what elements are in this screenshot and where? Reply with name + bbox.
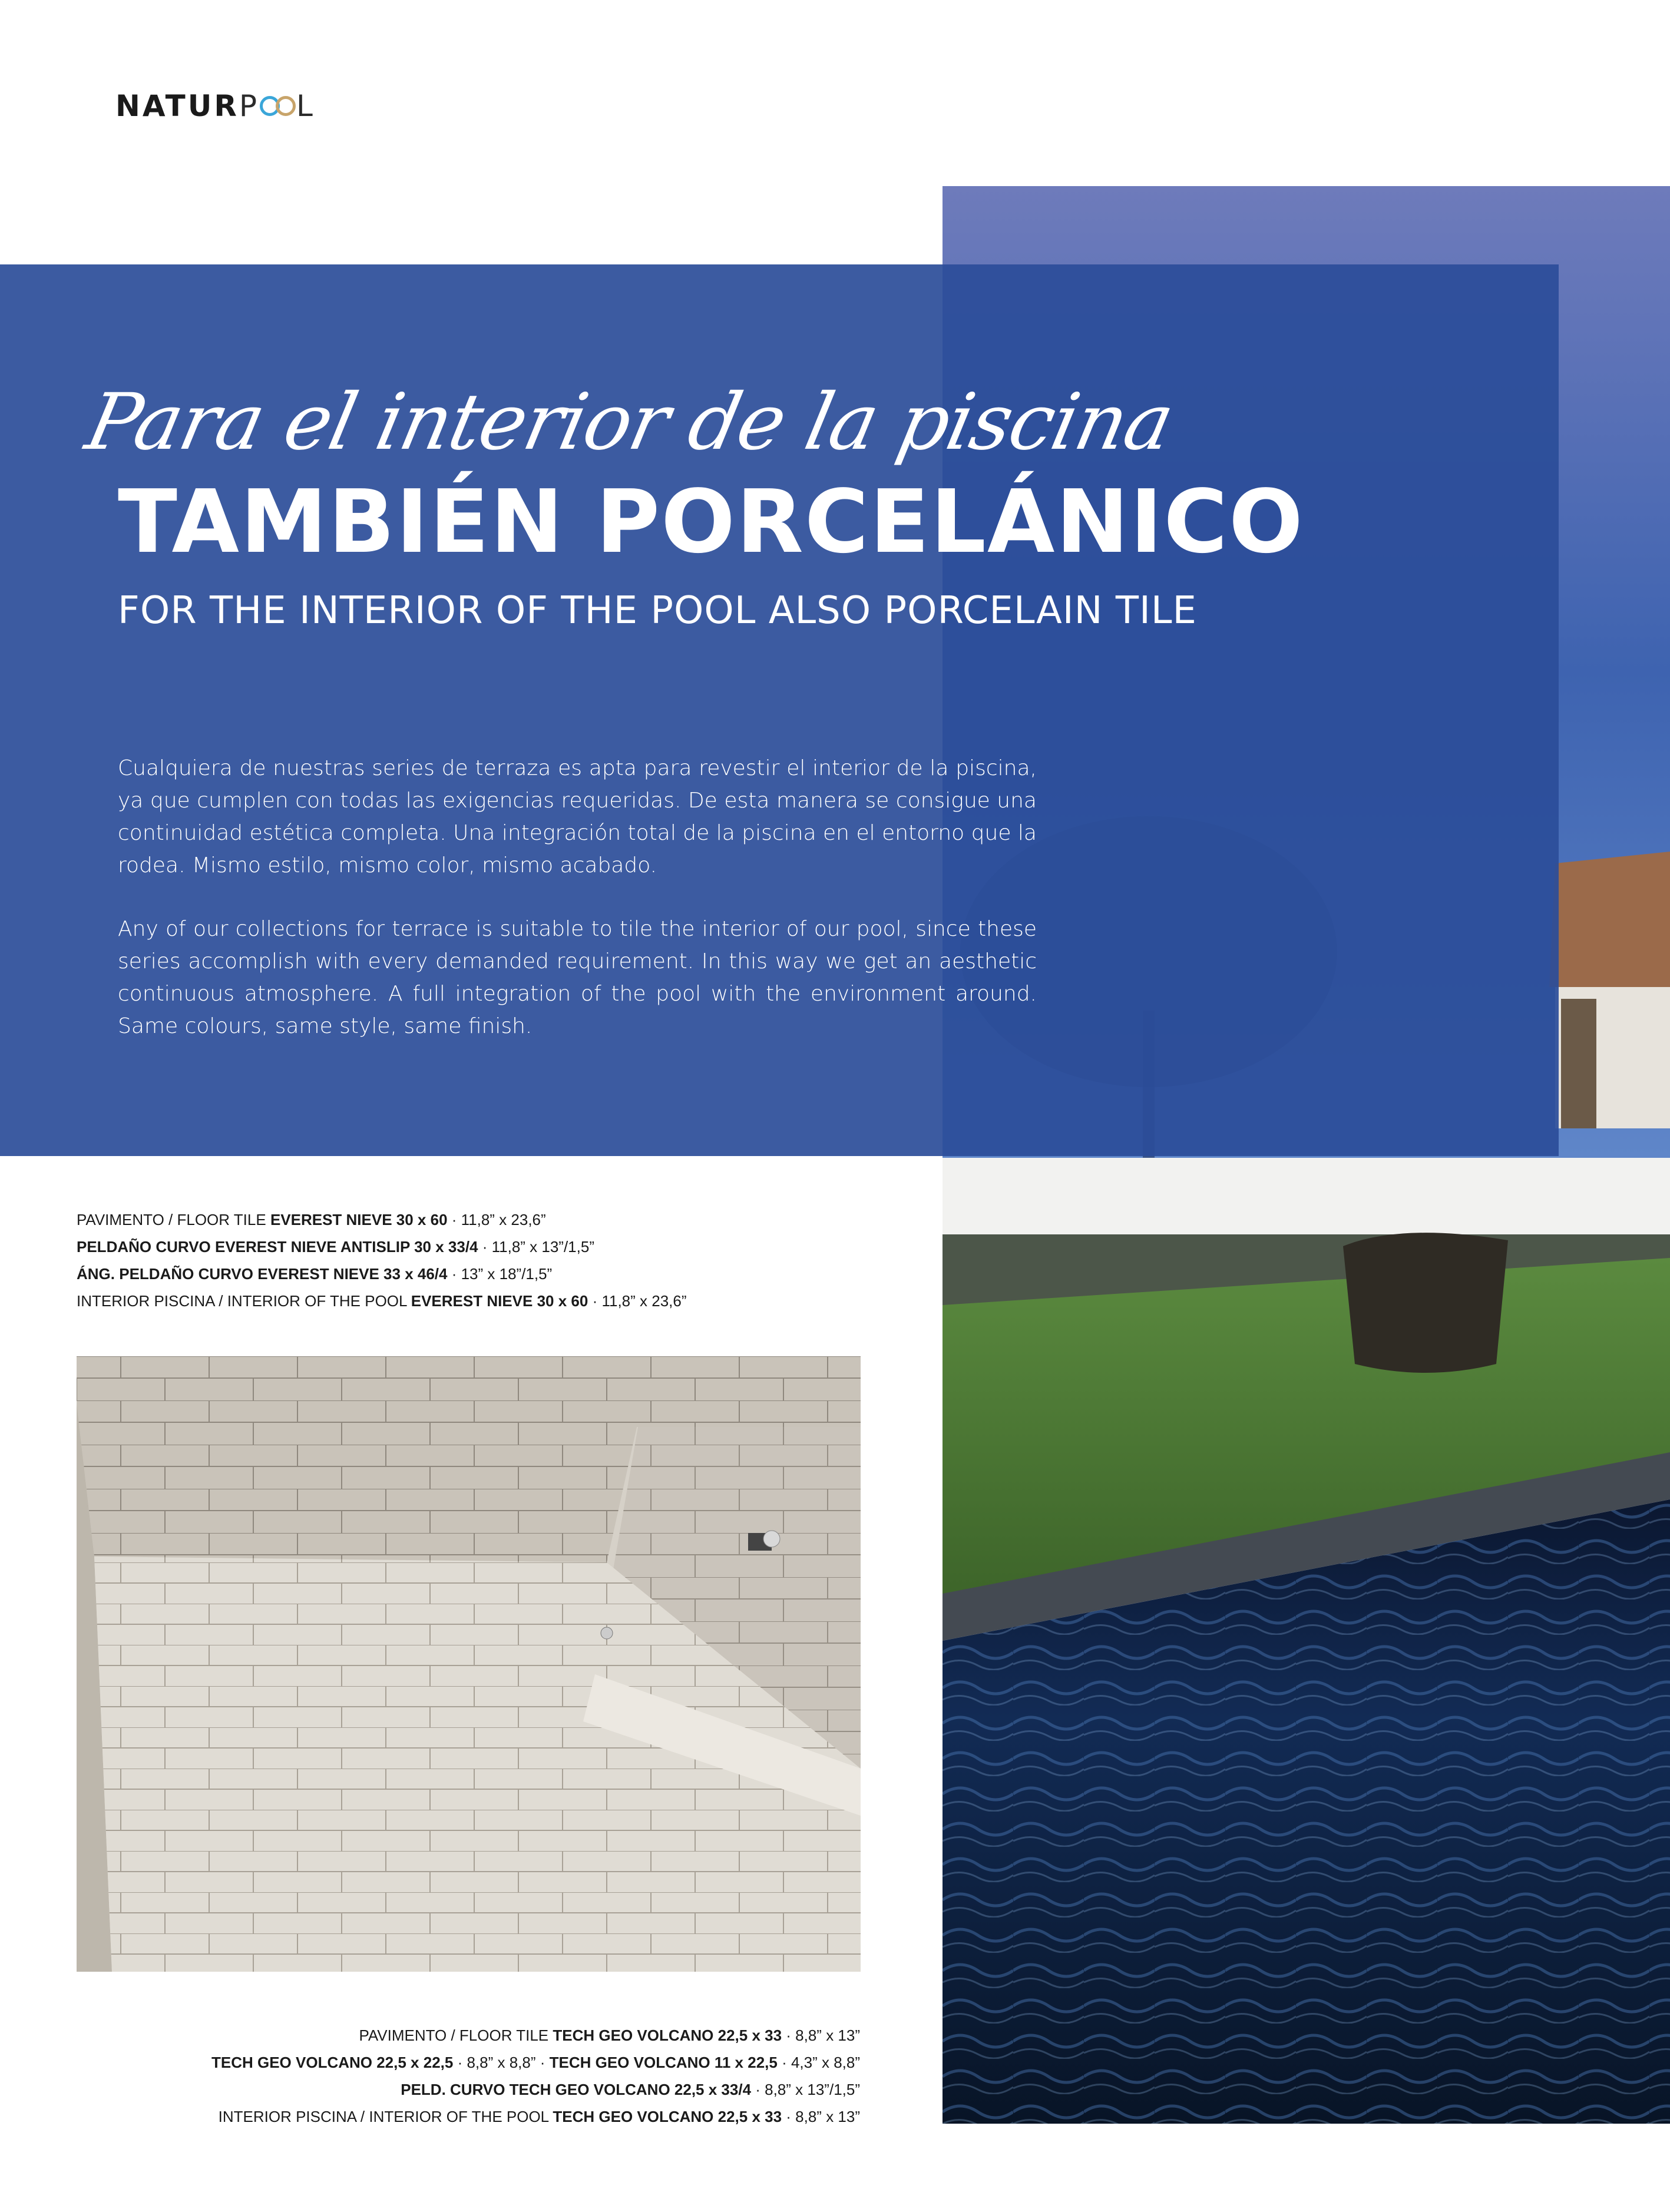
- caption-product: TECH GEO VOLCANO 22,5 x 33: [553, 2108, 782, 2125]
- caption-size: · 8,8” x 13”: [782, 2108, 860, 2125]
- caption-size: · 8,8” x 13”: [782, 2026, 860, 2044]
- caption-line: [77, 1206, 687, 1233]
- caption-size: · 4,3” x 8,8”: [777, 2054, 860, 2071]
- caption-product: TECH GEO VOLCANO 11 x 22,5: [549, 2054, 778, 2071]
- caption-line: [77, 2022, 860, 2049]
- caption-product: TECH GEO VOLCANO 22,5 x 33: [553, 2026, 782, 2044]
- caption-pre: INTERIOR PISCINA / INTERIOR OF THE POOL: [77, 1292, 411, 1310]
- caption-pre: PAVIMENTO / FLOOR TILE: [77, 1211, 270, 1228]
- caption-size: · 8,8” x 13”/1,5”: [751, 2081, 860, 2098]
- brand-logo-l: L: [296, 89, 315, 123]
- logo-ring-gold-icon: [276, 96, 296, 116]
- caption-size: · 13” x 18”/1,5”: [447, 1265, 553, 1283]
- captions-bottom: [77, 2022, 860, 2130]
- caption-line: [77, 1233, 687, 1260]
- caption-size: · 11,8” x 13”/1,5”: [478, 1238, 594, 1256]
- caption-product: TECH GEO VOLCANO 22,5 x 22,5: [211, 2054, 454, 2071]
- hero-script-title: Para el interior de la piscina: [78, 377, 1181, 468]
- caption-line: [77, 1287, 687, 1314]
- caption-line: [77, 2049, 860, 2076]
- caption-pre: INTERIOR PISCINA / INTERIOR OF THE POOL: [218, 2108, 553, 2125]
- caption-product: PELD. CURVO TECH GEO VOLCANO 22,5 x 33/4: [401, 2081, 752, 2098]
- hero-sub-title: FOR THE INTERIOR OF THE POOL ALSO PORCELAIN TILE: [118, 589, 1197, 633]
- caption-size: · 8,8” x 8,8” ·: [453, 2054, 550, 2071]
- caption-line: [77, 1260, 687, 1287]
- brand-logo-natur: NATUR: [115, 89, 239, 123]
- caption-line: [77, 2103, 860, 2130]
- paragraph-spanish: Cualquiera de nuestras series de terraza es apta para revestir el interior de la piscina, ya que cumplen con todas las exigencias requeridas. De esta manera se consigue una continuidad estética completa. Una integración total de la piscina en el entorno que la rodea. Mismo estilo, mismo color, mismo acabado.: [118, 756, 1037, 877]
- caption-product: EVEREST NIEVE 30 x 60: [270, 1211, 448, 1228]
- brand-logo-p: P: [239, 89, 260, 123]
- brand-logo: [115, 87, 315, 125]
- paragraph-english: Any of our collections for terrace is suitable to tile the interior of our pool, since these series accomplish with every demanded requirement. In this way we get an aesthetic continuous atmosphere. A full integration of the pool with the environment around. Same colours, same style, same finish.: [118, 917, 1037, 1038]
- caption-size: · 11,8” x 23,6”: [447, 1211, 546, 1228]
- hero-main-title: TAMBIÉN PORCELÁNICO: [118, 471, 1304, 572]
- caption-product: PELDAÑO CURVO EVEREST NIEVE ANTISLIP 30 x 33/4: [77, 1238, 478, 1256]
- tiled-pool-photo: [77, 1356, 861, 1972]
- brand-logo-pool: [239, 89, 315, 123]
- captions-top: [77, 1206, 687, 1314]
- caption-line: [77, 2076, 860, 2103]
- caption-product: EVEREST NIEVE 30 x 60: [411, 1292, 588, 1310]
- caption-size: · 11,8” x 23,6”: [588, 1292, 687, 1310]
- caption-pre: PAVIMENTO / FLOOR TILE: [359, 2026, 553, 2044]
- caption-product: ÁNG. PELDAÑO CURVO EVEREST NIEVE 33 x 46/4: [77, 1265, 448, 1283]
